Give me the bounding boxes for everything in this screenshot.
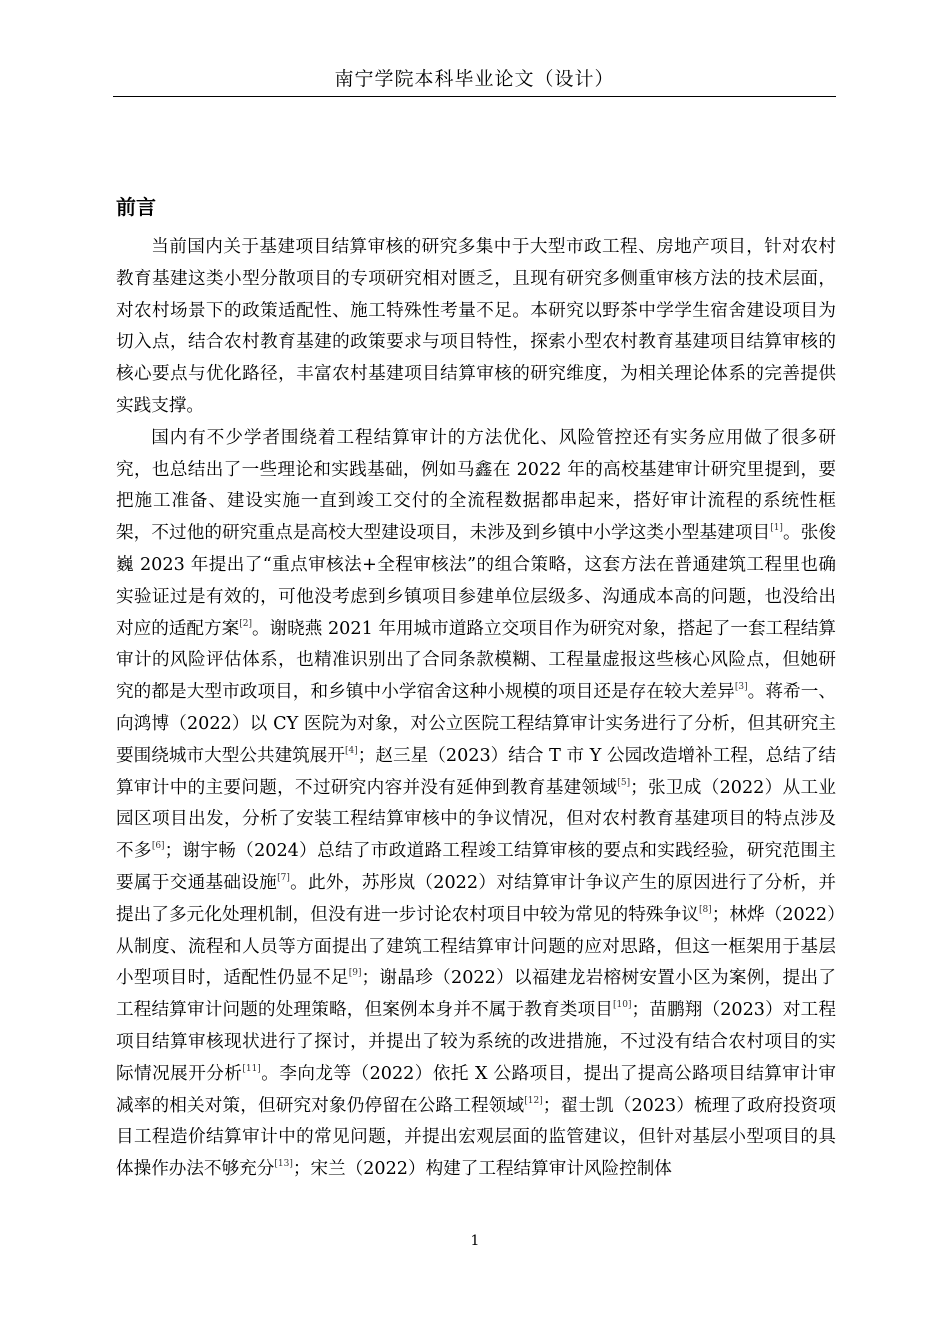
citation-marker: [3] (734, 682, 748, 693)
body-text (116, 232, 836, 1186)
paragraph-text: 。李向龙等（2022）依托 X 公路项目，提出了提高公路项目结算审计审减率的相关对策，但研究对象仍停留在公路工程领域 (116, 1063, 836, 1116)
paragraph-text: ；宋兰（2022）构建了工程结算审计风险控制体 (292, 1159, 672, 1180)
paragraph-text: 。蒋希一、向鸿博（2022）以 CY 医院为对象，对公立医院工程结算审计实务进行了分析，但其研究主要围绕城市大型公共建筑展开 (116, 682, 836, 766)
paragraph-text: ；苗鹏翔（2023）对工程项目结算审核现状进行了探讨，并提出了较为系统的改进措施，不过没有结合农村项目的实际情况展开分析 (116, 1000, 836, 1084)
citation-marker: [1] (770, 523, 783, 534)
citation-marker: [11] (242, 1063, 261, 1074)
citation-marker: [4] (345, 745, 358, 756)
paragraph-text: 。谢晓燕 2021 年用城市道路立交项目作为研究对象，搭起了一套工程结算审计的风险评估体系，也精准识别出了合同条款模糊、工程量虚报这些核心风险点，但她研究的都是大型市政项目，和乡镇中小学宿舍这种小规模的项目还是存在较大差异 (116, 618, 836, 703)
paragraph-text: ；张卫成（2022）从工业园区项目出发，分析了安装工程结算审核中的争议情况，但对农村教育基建项目的特点涉及不多 (116, 777, 836, 862)
citation-marker: [13] (274, 1159, 293, 1170)
section-heading: 前言 (116, 195, 156, 219)
paragraph-text: 当前国内关于基建项目结算审核的研究多集中于大型市政工程、房地产项目，针对农村教育基建这类小型分散项目的专项研究相对匮乏，且现有研究多侧重审核方法的技术层面，对农村场景下的政策适配性、施工特殊性考量不足。本研究以野茶中学学生宿舍建设项目为切入点，结合农村教育基建的政策要求与项目特性，探索小型农村教育基建项目结算审核的核心要点与优化路径，丰富农村基建项目结算审核的研究维度，为相关理论体系的完善提供实践支撑。 (116, 237, 836, 416)
paragraph-text: ；谢晶珍（2022）以福建龙岩榕树安置小区为案例，提出了工程结算审计问题的处理策略，但案例本身并不属于教育类项目 (116, 968, 836, 1021)
paragraph-text: 。张俊巍 2023 年提出了“重点审核法+全程审核法”的组合策略，这套方法在普通建筑工程里也确实验证过是有效的，可他没考虑到乡镇项目参建单位层级多、沟通成本高的问题，也没给出对应的适配方案 (116, 523, 836, 639)
citation-marker: [2] (239, 618, 252, 629)
citation-marker: [5] (617, 777, 631, 788)
citation-marker: [12] (524, 1095, 543, 1106)
paragraph-text: ；林烨（2022）从制度、流程和人员等方面提出了建筑工程结算审计问题的应对思路，但这一框架用于基层小型项目时，适配性仍显不足 (116, 904, 836, 989)
paragraph-text: ；翟士凯（2023）梳理了政府投资项目工程造价结算审计中的常见问题，并提出宏观层面的监管建议，但针对基层小型项目的具体操作办法不够充分 (116, 1095, 836, 1180)
citation-marker: [10] (612, 1000, 632, 1011)
citation-marker: [9] (348, 968, 362, 979)
paragraph-text: ；谢宇畅（2024）总结了市政道路工程竣工结算审核的要点和实践经验，研究范围主要属于交通基础设施 (116, 841, 836, 893)
citation-marker: [8] (698, 904, 712, 915)
page-header-title: 南宁学院本科毕业论文（设计） (334, 68, 615, 90)
paragraph-text: 国内有不少学者围绕着工程结算审计的方法优化、风险管控还有实务应用做了很多研究，也总结出了一些理论和实践基础，例如马鑫在 2022 年的高校基建审计研究里提到，要把施工准备、建设实施一直到竣工交付的全流程数据都串起来，搭好审计流程的系统性框架，不过他的研究重点是高校大型建设项目，未涉及到乡镇中小学这类小型基建项目 (116, 427, 836, 544)
paragraph-text: ；赵三星（2023）结合 T 市 Y 公园改造增补工程，总结了结算审计中的主要问题，不过研究内容并没有延伸到教育基建领域 (116, 745, 836, 798)
paragraph (116, 232, 836, 423)
header-divider (113, 96, 836, 97)
page-number: 1 (470, 1233, 480, 1249)
citation-marker: [6] (151, 841, 165, 852)
paragraph-text: 。此外，苏彤岚（2022）对结算审计争议产生的原因进行了分析，并提出了多元化处理机制，但没有进一步讨论农村项目中较为常见的特殊争议 (116, 872, 836, 925)
paragraph (116, 423, 836, 1186)
citation-marker: [7] (277, 872, 290, 883)
